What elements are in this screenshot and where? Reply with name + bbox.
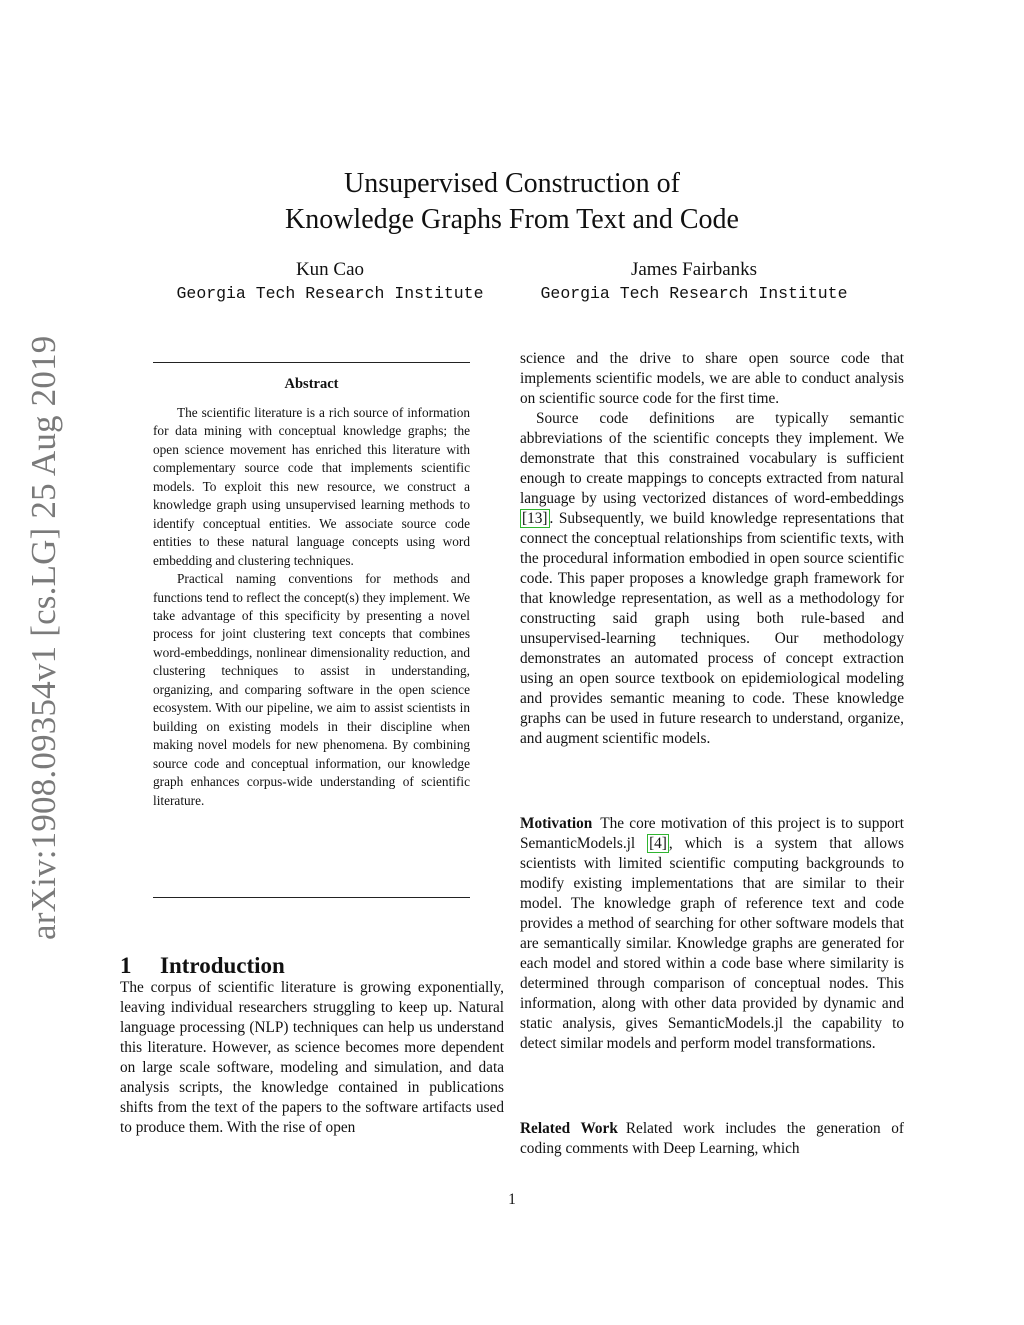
- paragraph-text: The core motivation of this project is to support SemanticModels.jl: [520, 815, 904, 852]
- paragraph-text: . Subsequently, we build knowledge representations that connect the conceptual relationships from scientific texts, with the procedural information embodied in open source scientific code. This paper proposes a knowledge graph framework for that knowledge representation, as well as a methodology for constructing said graph using both rule-based and unsupervised-learning techniques. Our methodology demonstrates an automated process of concept extraction using an open source textbook on epidemiological modeling and provides semantic meaning to code. These knowledge graphs can be used in future research to understand, organize, and augment scientific models.: [520, 510, 904, 747]
- author-affiliation-2: Georgia Tech Research Institute: [540, 284, 848, 303]
- paragraph-text: , which is a system that allows scientists with limited scientific computing backgrounds to modify existing implementations that are similar to their model. The knowledge graph of reference text and code provides a method of searching for other software models that are semantically similar. Knowledge graphs are generated for each model and stored within a code base where similarity is determined through comparison of conceptual nodes. This information, along with other data provided by dynamic and static analysis, gives SemanticModels.jl the capability to detect similar models and perform model transformations.: [520, 835, 904, 1052]
- body-paragraph: [520, 1119, 904, 1159]
- body-paragraph: [520, 409, 904, 749]
- related-work-paragraph-block: [520, 1119, 904, 1159]
- paragraph-text: Related work includes the generation of coding comments with Deep Learning, which: [520, 1120, 904, 1157]
- abstract-paragraph: The scientific literature is a rich source of information for data mining with conceptual knowledge graphs; the open science movement has enriched this literature with complementary source code that implements scientific models. To exploit this new resource, we construct a knowledge graph using unsupervised learning methods to identify conceptual entities. We associate source code entities to these natural language concepts using word embedding and clustering techniques.: [153, 405, 470, 568]
- abstract-paragraph: Practical naming conventions for methods and functions tend to reflect the concept(s) they implement. We take advantage of this specificity by presenting a novel process for joint clustering text concepts that combines word-embeddings, nonlinear dimensionality reduction, and clustering techniques to assist in understanding, organizing, and comparing software in the open science ecosystem. With our pipeline, we aim to assist scientists in building on existing models in their discipline when making novel models for new phenomena. By combining source code and conceptual information, our knowledge graph enhances corpus-wide understanding of scientific literature.: [153, 571, 470, 808]
- section-number: 1: [120, 953, 132, 979]
- introduction-continuation: [520, 349, 904, 409]
- related-work-heading: Related Work: [520, 1120, 618, 1137]
- citation-link[interactable]: [4]: [649, 835, 667, 852]
- arxiv-identifier-stamp: arXiv:1908.09354v1 [cs.LG] 25 Aug 2019: [24, 335, 63, 940]
- page-number: 1: [508, 1191, 516, 1208]
- author-name-1: Kun Cao: [295, 259, 365, 280]
- citation-link[interactable]: [13]: [522, 510, 548, 527]
- section-heading-introduction: [120, 951, 504, 981]
- motivation-heading: Motivation: [520, 815, 593, 832]
- author-affiliation-1: Georgia Tech Research Institute: [176, 284, 484, 303]
- author-name-2: James Fairbanks: [630, 259, 758, 280]
- motivation-paragraph-block: [520, 814, 904, 1054]
- abstract-heading: Abstract: [284, 376, 339, 392]
- body-paragraph: science and the drive to share open source code that implements scientific models, we are able to conduct analysis on scientific source code for the first time.: [520, 350, 904, 407]
- body-paragraph: The corpus of scientific literature is growing exponentially, leaving individual researchers struggling to keep up. Natural language processing (NLP) techniques can help us understand this literature. However, as science becomes more dependent on large scale software, modeling and simulation, and data analysis scripts, the knowledge contained in publications shifts from the text of the papers to the software artifacts used to produce them. With the rise of open: [120, 979, 504, 1136]
- introduction-left-column: [120, 978, 504, 1138]
- body-paragraph: [520, 814, 904, 1054]
- section-title: Introduction: [160, 953, 285, 979]
- paragraph-text: Source code definitions are typically semantic abbreviations of the scientific concepts they implement. We demonstrate that this constrained vocabulary is sufficient enough to create mappings to concepts extracted from natural language by using vectorized distances of word-embeddings: [520, 410, 904, 507]
- paper-title-line-2: Knowledge Graphs From Text and Code: [284, 204, 739, 235]
- abstract-top-rule: [153, 362, 470, 363]
- paper-title-line-1: Unsupervised Construction of: [344, 168, 680, 199]
- source-code-paragraph-block: [520, 409, 904, 749]
- abstract-body: [153, 404, 470, 810]
- abstract-bottom-rule: [153, 897, 470, 898]
